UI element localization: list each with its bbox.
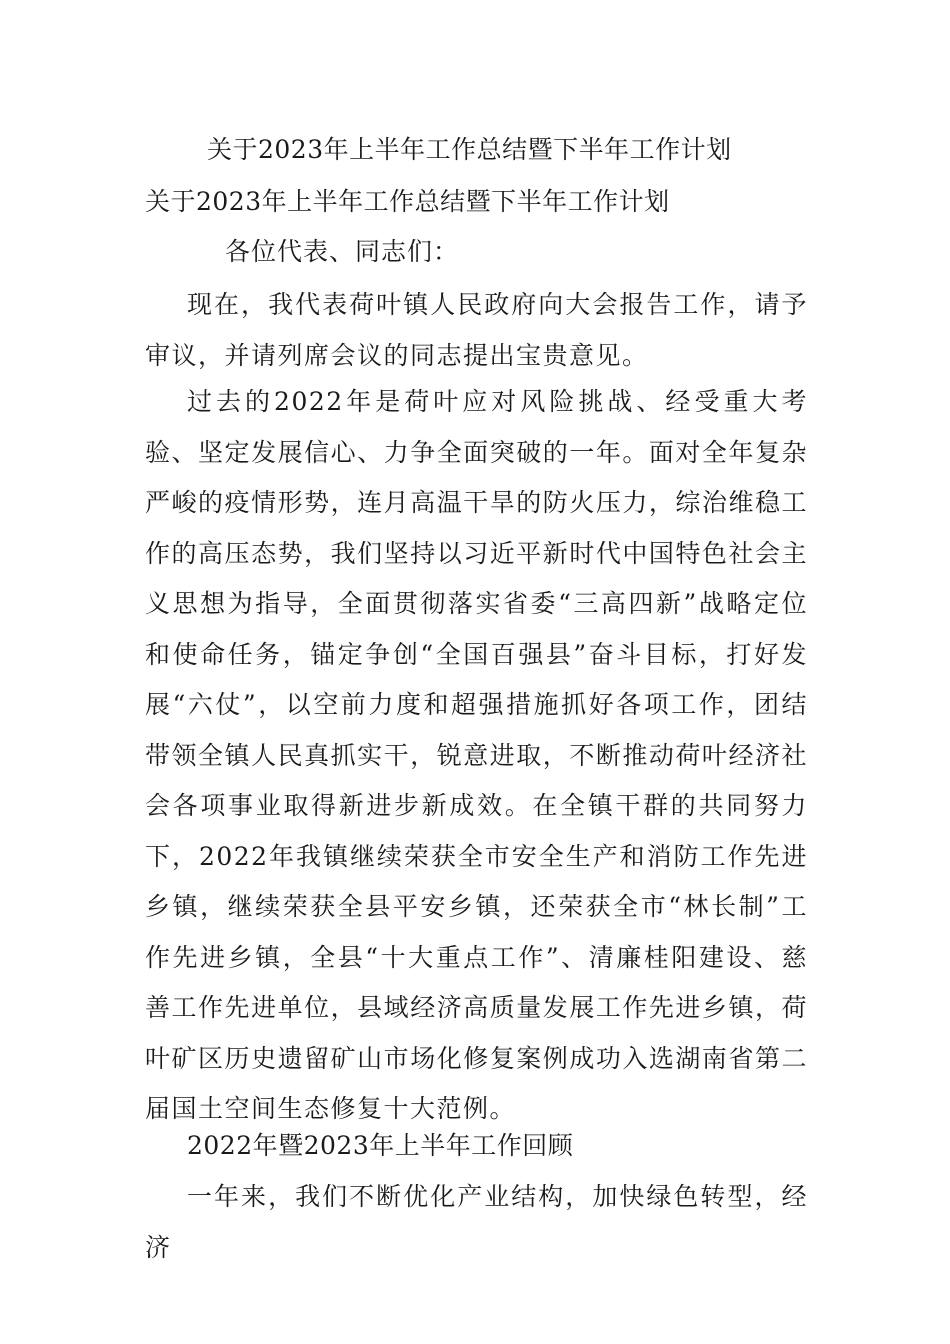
body-paragraph-intro: 现在，我代表荷叶镇人民政府向大会报告工作，请予审议，并请列席会议的同志提出宝贵意见。 <box>145 290 808 370</box>
document-subtitle: 关于2023年上半年工作总结暨下半年工作计划 <box>145 187 670 216</box>
salutation: 各位代表、同志们： <box>225 237 460 266</box>
body-paragraph-review: 过去的2022年是荷叶应对风险挑战、经受重大考验、坚定发展信心、力争全面突破的一年。面对全年复杂严峻的疫情形势，连月高温干旱的防火压力，综治维稳工作的高压态势，我们坚持以习近平新时代中国特色社会主义思想为指导，全面贯彻落实省委“三高四新”战略定位和使命任务，锚定争创“全国百强县”奋斗目标，打好发展“六仗”，以空前力度和超强措施抓好各项工作，团结带领全镇人民真抓实干，锐意进取，不断推动荷叶经济社会各项事业取得新进步新成效。在全镇干群的共同努力下，2022年我镇继续荣获全市安全生产和消防工作先进乡镇，继续荣获全县平安乡镇，还荣获全市“林长制”工作先进乡镇，全县“十大重点工作”、清廉桂阳建设、慈善工作先进单位，县域经济高质量发展工作先进乡镇，荷叶矿区历史遗留矿山市场化修复案例成功入选湖南省第二届国土空间生态修复十大范例。 <box>145 387 808 1123</box>
body-paragraph-continued: 一年来，我们不断优化产业结构，加快绿色转型，经济 <box>145 1182 808 1262</box>
section-heading: 2022年暨2023年上半年工作回顾 <box>187 1131 574 1160</box>
document-title: 关于2023年上半年工作总结暨下半年工作计划 <box>207 135 732 164</box>
